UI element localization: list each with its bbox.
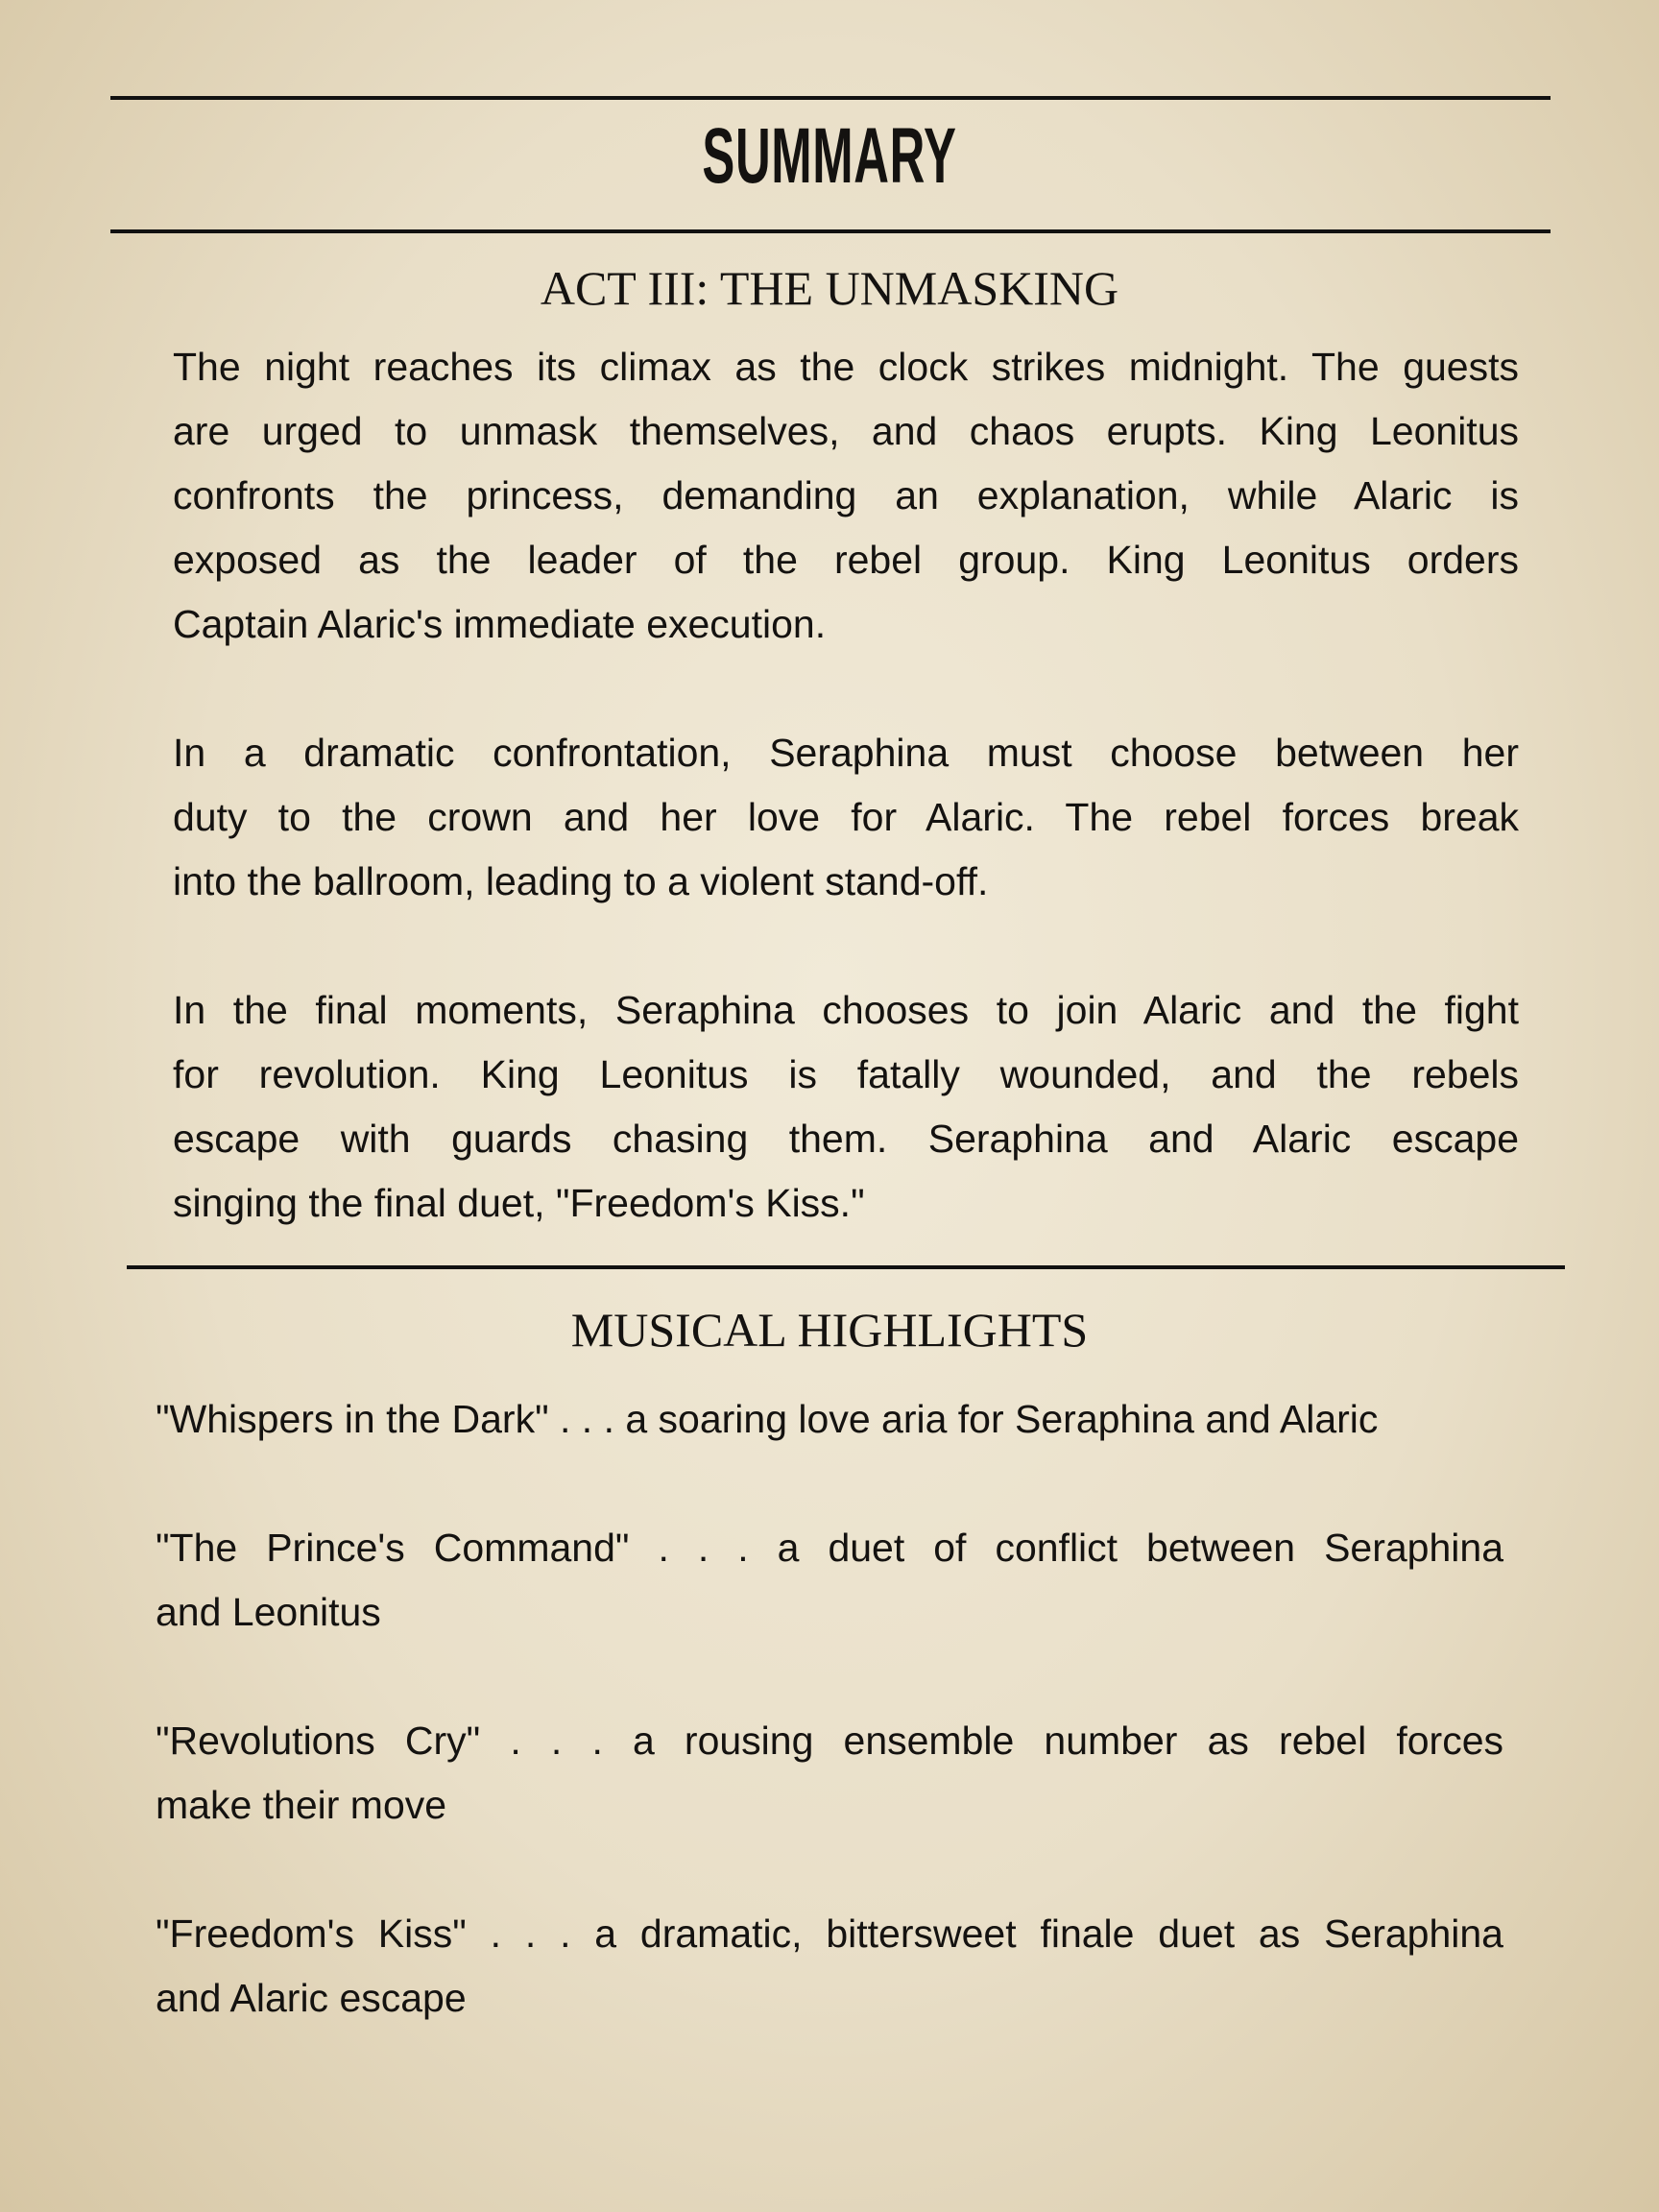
paragraph xyxy=(173,335,1519,657)
text-line: duty to the crown and her love for Alaric. The rebel forces break xyxy=(173,795,1519,839)
act-heading: ACT III: THE UNMASKING xyxy=(540,261,1119,315)
page-title: SUMMARY xyxy=(702,112,957,200)
paragraph xyxy=(173,721,1519,914)
highlight-item xyxy=(156,1709,1503,1838)
act-summary xyxy=(173,335,1519,1300)
text-line: and Leonitus xyxy=(156,1590,381,1634)
text-line: singing the final duet, "Freedom's Kiss." xyxy=(173,1181,865,1225)
text-line: exposed as the leader of the rebel group. King Leonitus orders xyxy=(173,538,1519,582)
text-line: escape with guards chasing them. Seraphina and Alaric escape xyxy=(173,1117,1519,1161)
highlight-item xyxy=(156,1902,1503,2031)
text-line: make their move xyxy=(156,1783,447,1827)
text-line: The night reaches its climax as the clock strikes midnight. The guests xyxy=(173,345,1519,389)
text-line: In the final moments, Seraphina chooses to join Alaric and the fight xyxy=(173,988,1519,1032)
text-line: confronts the princess, demanding an explanation, while Alaric is xyxy=(173,473,1519,517)
text-line: are urged to unmask themselves, and chaos erupts. King Leonitus xyxy=(173,409,1519,453)
text-line: "Whispers in the Dark" . . . a soaring love aria for Seraphina and Alaric xyxy=(156,1397,1379,1441)
top-rule xyxy=(110,96,1551,100)
highlights-list xyxy=(156,1387,1503,2095)
text-line: "The Prince's Command" . . . a duet of conflict between Seraphina xyxy=(156,1526,1503,1570)
text-line: "Revolutions Cry" . . . a rousing ensemble number as rebel forces xyxy=(156,1719,1503,1763)
text-line: In a dramatic confrontation, Seraphina must choose between her xyxy=(173,731,1519,775)
text-line: and Alaric escape xyxy=(156,1976,467,2020)
highlights-heading: MUSICAL HIGHLIGHTS xyxy=(570,1303,1089,1357)
text-line: for revolution. King Leonitus is fatally wounded, and the rebels xyxy=(173,1052,1519,1096)
highlight-item xyxy=(156,1516,1503,1645)
highlight-item xyxy=(156,1387,1503,1452)
paragraph xyxy=(173,978,1519,1236)
text-line: Captain Alaric's immediate execution. xyxy=(173,602,827,646)
text-line: "Freedom's Kiss" . . . a dramatic, bittersweet finale duet as Seraphina xyxy=(156,1911,1503,1956)
section-rule xyxy=(127,1265,1565,1269)
title-rule xyxy=(110,229,1551,233)
text-line: into the ballroom, leading to a violent stand-off. xyxy=(173,859,989,903)
